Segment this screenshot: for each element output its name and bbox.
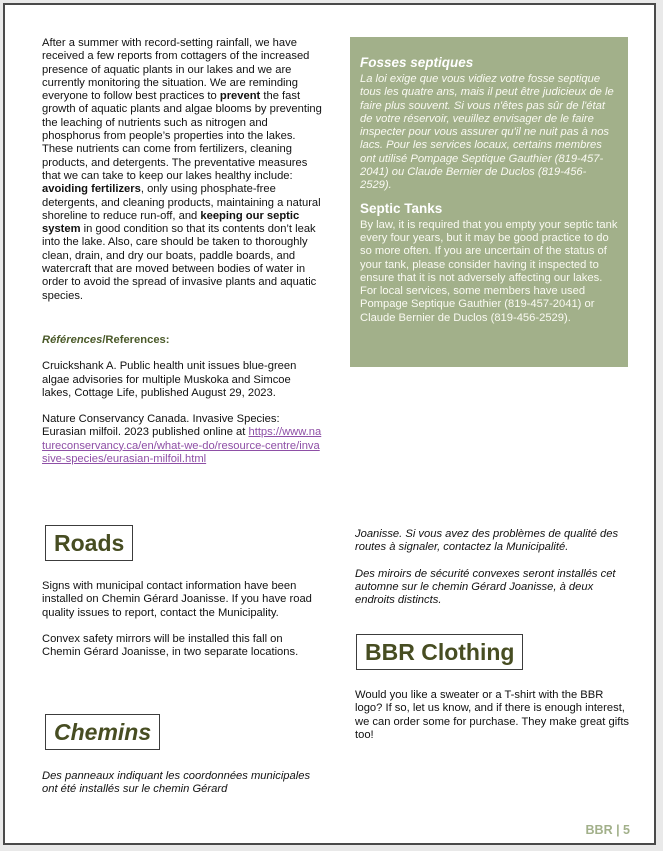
roads-section [42,580,317,659]
chemins-paragraph-2: Des miroirs de sécurité convexes seront installés cet automne sur le chemin Gérard Joanisse, à deux endroits distincts. [355,567,616,607]
septic-en-title: Septic Tanks [360,200,443,216]
roads-paragraph-2: Convex safety mirrors will be installed this fall on Chemin Gérard Joanisse, in two separate locations. [42,632,299,659]
intro-text: After a summer with record-setting rainfall, we have received a few reports from cottagers of the increased presence of aquatic plants in our lakes and we are currently monitoring the situation. We are reminding everyone to follow best practices to [42,37,310,103]
intro-bold-fertilizers: avoiding fertilizers [42,183,141,196]
septic-en-body: By law, it is required that you empty your septic tank every four years, but it may be good practice to do so more often. If you are uncertain of the status of your tank, please consider having it inspected to ensure that it is not adversely affecting our lakes. For local services, some members have used Pompage Septique Gauthier (819-457-2041) or Claude Bernier de Duclos (819-456-2529). [360,218,618,324]
references-heading-fr: Références [42,334,103,346]
clothing-heading: BBR Clothing [356,634,523,670]
reference-2-text: Nature Conservancy Canada. Invasive Species: Eurasian milfoil. 2023 published online at [42,413,280,439]
newsletter-page [3,3,656,845]
intro-text: in good condition so that its contents don’t leak into the lake. Also, care should be taken to thoroughly clean, drain, and dry our boats, paddle boards, and watercraft that are moved between bodies of water in order to avoid the spread of invasive plants and aquatic species. [42,223,317,302]
reference-1: Cruickshank A. Public health unit issues blue-green algae advisories for multiple Muskoka and Simcoe lakes, Cottage Life, published August 29, 2023. [42,360,297,399]
intro-text: , only using phosphate-free detergents, and cleaning products, maintaining a natural shoreline to reduce run-off, and [42,183,321,222]
roads-heading: Roads [45,525,133,561]
septic-fr-title: Fosses septiques [360,55,474,70]
chemins-heading: Chemins [45,714,160,750]
references-section [42,334,322,466]
references-heading [42,334,322,347]
chemins-paragraph-1b: Joanisse. Si vous avez des problèmes de qualité des routes à signaler, contactez la Municipalité. [355,528,619,554]
septic-fr-body: La loi exige que vous vidiez votre fosse septique tous les quatre ans, mais il peut être judicieux de le faire plus souvent. Si vous n'êtes pas sûr de l'état de votre réservoir, veuillez envisager de le faire inspecter pour vous assurer qu'il ne nuit pas à nos lacs. Pour les services locaux, certains membres ont utilisé Pompage Septique Gauthier (819-457-2041) ou Claude Bernier de Duclos (819-456-2529). [360,73,614,192]
references-heading-en: /References: [102,334,170,346]
roads-paragraph-1: Signs with municipal contact information have been installed on Chemin Gérard Joanisse. If you have road quality issues to report, contact the Municipality. [42,580,312,619]
chemins-continued [355,528,635,607]
intro-paragraph [42,37,322,303]
intro-text: the fast growth of aquatic plants and algae blooms by preventing the leaching of nutrients such as nitrogen and phosphorus from people’s properties into the lakes. These nutrients can come from fertilizers, cleaning products, and detergents. The preventative measures that we can take to keep our lakes healthy include: [42,90,322,182]
intro-bold-septic: keeping our septic system [42,209,300,236]
clothing-paragraph: Would you like a sweater or a T-shirt with the BBR logo? If so, let us know, and if there is enough interest, we can order some for purchase. They make great gifts too! [355,689,630,741]
reference-2-link[interactable]: https://www.natureconservancy.ca/en/what-we-do/resource-centre/invasive-species/eurasian-milfoil.html [42,426,322,466]
intro-bold-prevent: prevent [219,90,261,103]
septic-sidebox [350,37,628,367]
page-footer: BBR | 5 [585,823,630,837]
chemins-paragraph-1a: Des panneaux indiquant les coordonnées municipales ont été installés sur le chemin Gérard [42,770,311,796]
reference-2 [42,413,322,466]
